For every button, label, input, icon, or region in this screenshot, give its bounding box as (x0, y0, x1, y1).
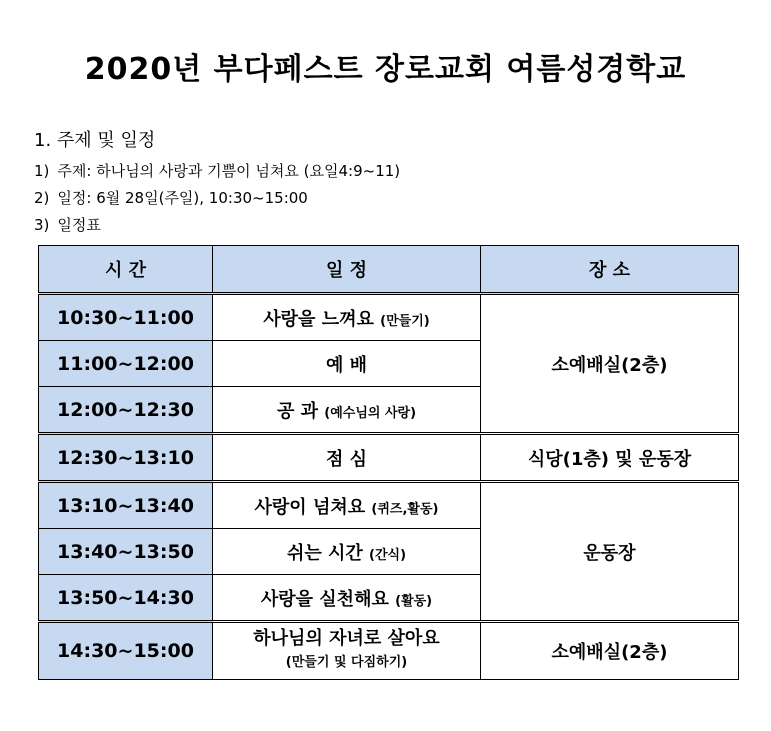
schedule-main: 공 과 (276, 400, 318, 422)
schedule-sub: (예수님의 사랑) (324, 405, 417, 421)
schedule-cell (213, 622, 481, 680)
date-item (34, 187, 308, 208)
page-title: 2020년 부다페스트 장로교회 여름성경학교 (84, 52, 687, 87)
item-text: 일정표 (57, 216, 101, 234)
place-cell: 소예배실(2층) (481, 294, 739, 434)
item-number: 1) (34, 162, 50, 180)
header-schedule: 일 정 (213, 246, 481, 294)
theme-item (34, 160, 400, 181)
table-row (39, 622, 739, 680)
schedule-main: 예 배 (325, 354, 368, 376)
item-text: 주제: 하나님의 사랑과 기쁨이 넘쳐요 (요일4:9~11) (57, 162, 401, 180)
item-number: 3) (34, 216, 50, 234)
schedule-main: 점 심 (325, 448, 368, 470)
header-place: 장 소 (481, 246, 739, 294)
time-cell: 12:00~12:30 (39, 387, 213, 434)
schedule-main: 쉬는 시간 (286, 542, 363, 564)
schedule-cell (213, 341, 481, 387)
schedule-main: 사랑을 느껴요 (263, 308, 374, 330)
schedule-cell (213, 529, 481, 575)
schedule-main: 사랑이 넘쳐요 (254, 496, 366, 518)
section-heading: 1. 주제 및 일정 (34, 130, 156, 151)
time-cell: 12:30~13:10 (39, 434, 213, 482)
schedule-cell (213, 575, 481, 622)
time-cell: 13:40~13:50 (39, 529, 213, 575)
table-row (39, 294, 739, 341)
schedule-main: 하나님의 자녀로 살아요 (253, 628, 440, 649)
schedule-sub: (간식) (369, 547, 407, 563)
schedule-sub: (퀴즈,활동) (371, 501, 439, 517)
time-cell: 13:10~13:40 (39, 482, 213, 529)
place-cell: 운동장 (481, 482, 739, 622)
schedule-sub: (만들기 및 다짐하기) (285, 655, 408, 670)
time-cell: 14:30~15:00 (39, 622, 213, 680)
schedule-cell (213, 434, 481, 482)
item-number: 2) (34, 189, 50, 207)
table-row (39, 482, 739, 529)
schedule-main: 사랑을 실천해요 (260, 588, 389, 610)
time-cell: 13:50~14:30 (39, 575, 213, 622)
schedule-cell (213, 482, 481, 529)
schedule-table (38, 245, 739, 680)
schedule-cell (213, 387, 481, 434)
place-cell: 소예배실(2층) (481, 622, 739, 680)
item-text: 일정: 6월 28일(주일), 10:30~15:00 (57, 189, 308, 207)
place-cell: 식당(1층) 및 운동장 (481, 434, 739, 482)
table-header-row (39, 246, 739, 294)
schedule-sub: (활동) (395, 593, 433, 609)
time-cell: 10:30~11:00 (39, 294, 213, 341)
schedule-item (34, 214, 101, 235)
schedule-cell (213, 294, 481, 341)
time-cell: 11:00~12:00 (39, 341, 213, 387)
schedule-sub: (만들기) (380, 313, 430, 329)
table-row (39, 434, 739, 482)
header-time: 시 간 (39, 246, 213, 294)
